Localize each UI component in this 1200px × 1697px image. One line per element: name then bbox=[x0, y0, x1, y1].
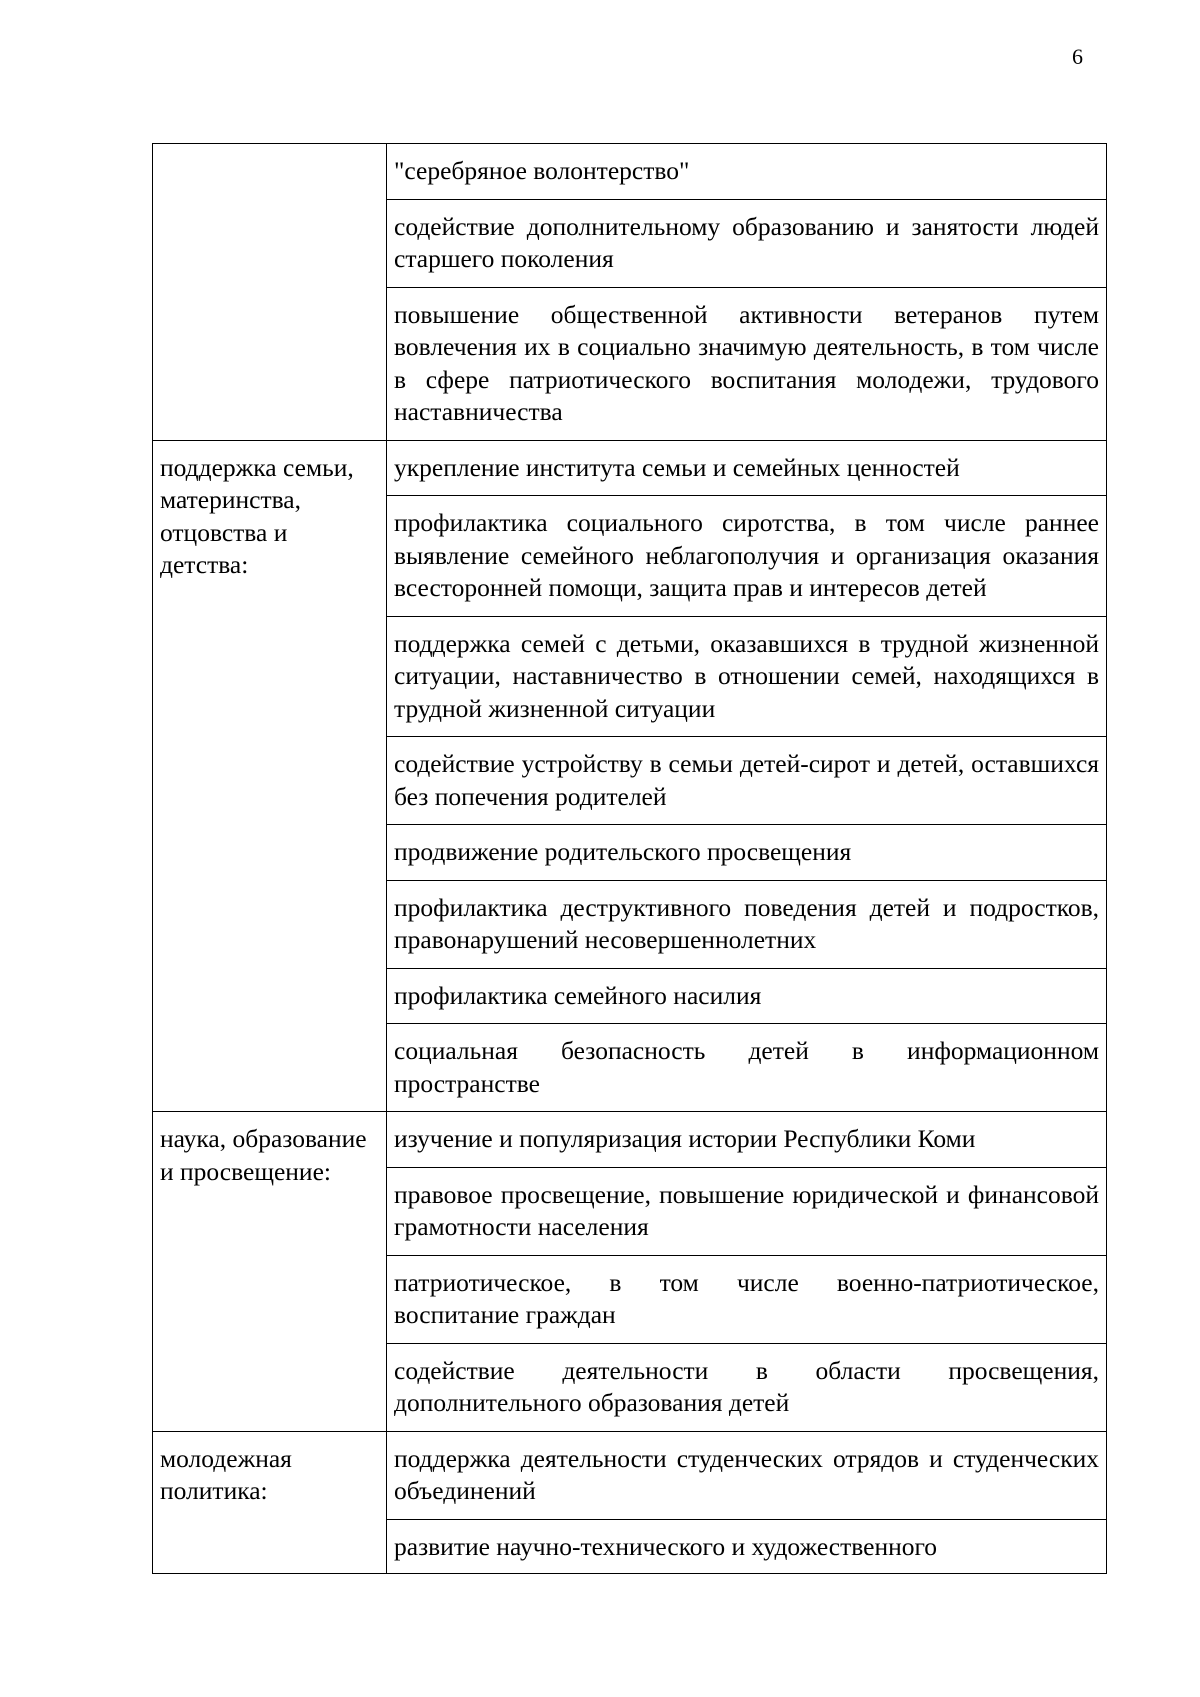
item-cell: социальная безопасность детей в информационном пространстве bbox=[387, 1024, 1107, 1112]
item-cell: содействие устройству в семьи детей-сирот и детей, оставшихся без попечения родителей bbox=[387, 737, 1107, 825]
item-cell: поддержка семей с детьми, оказавшихся в трудной жизненной ситуации, наставничество в отношении семей, находящихся в трудной жизненной ситуации bbox=[387, 616, 1107, 737]
category-cell: наука, образование и просвещение: bbox=[153, 1112, 387, 1432]
item-cell: изучение и популяризация истории Республики Коми bbox=[387, 1112, 1107, 1168]
category-cell: поддержка семьи, материнства, отцовства и детства: bbox=[153, 440, 387, 1112]
directions-table bbox=[152, 143, 1107, 1574]
item-cell: развитие научно-технического и художественного bbox=[387, 1519, 1107, 1574]
item-cell: продвижение родительского просвещения bbox=[387, 825, 1107, 881]
item-cell: содействие деятельности в области просвещения, дополнительного образования детей bbox=[387, 1343, 1107, 1431]
page-number: 6 bbox=[1072, 44, 1083, 69]
item-cell: содействие дополнительному образованию и занятости людей старшего поколения bbox=[387, 199, 1107, 287]
item-cell: правовое просвещение, повышение юридической и финансовой грамотности населения bbox=[387, 1167, 1107, 1255]
item-cell: "серебряное волонтерство" bbox=[387, 144, 1107, 200]
item-cell: профилактика деструктивного поведения детей и подростков, правонарушений несовершеннолетних bbox=[387, 880, 1107, 968]
table-row bbox=[153, 1431, 1107, 1519]
item-cell: профилактика семейного насилия bbox=[387, 968, 1107, 1024]
category-cell bbox=[153, 144, 387, 441]
table-row bbox=[153, 144, 1107, 200]
category-cell: молодежная политика: bbox=[153, 1431, 387, 1574]
table-row bbox=[153, 440, 1107, 496]
item-cell: патриотическое, в том числе военно-патриотическое, воспитание граждан bbox=[387, 1255, 1107, 1343]
item-cell: укрепление института семьи и семейных ценностей bbox=[387, 440, 1107, 496]
item-cell: профилактика социального сиротства, в том числе раннее выявление семейного неблагополучия и организация оказания всесторонней помощи, защита прав и интересов детей bbox=[387, 496, 1107, 617]
table-row bbox=[153, 1112, 1107, 1168]
item-cell: повышение общественной активности ветеранов путем вовлечения их в социально значимую деятельность, в том числе в сфере патриотического воспитания молодежи, трудового наставничества bbox=[387, 287, 1107, 440]
item-cell: поддержка деятельности студенческих отрядов и студенческих объединений bbox=[387, 1431, 1107, 1519]
